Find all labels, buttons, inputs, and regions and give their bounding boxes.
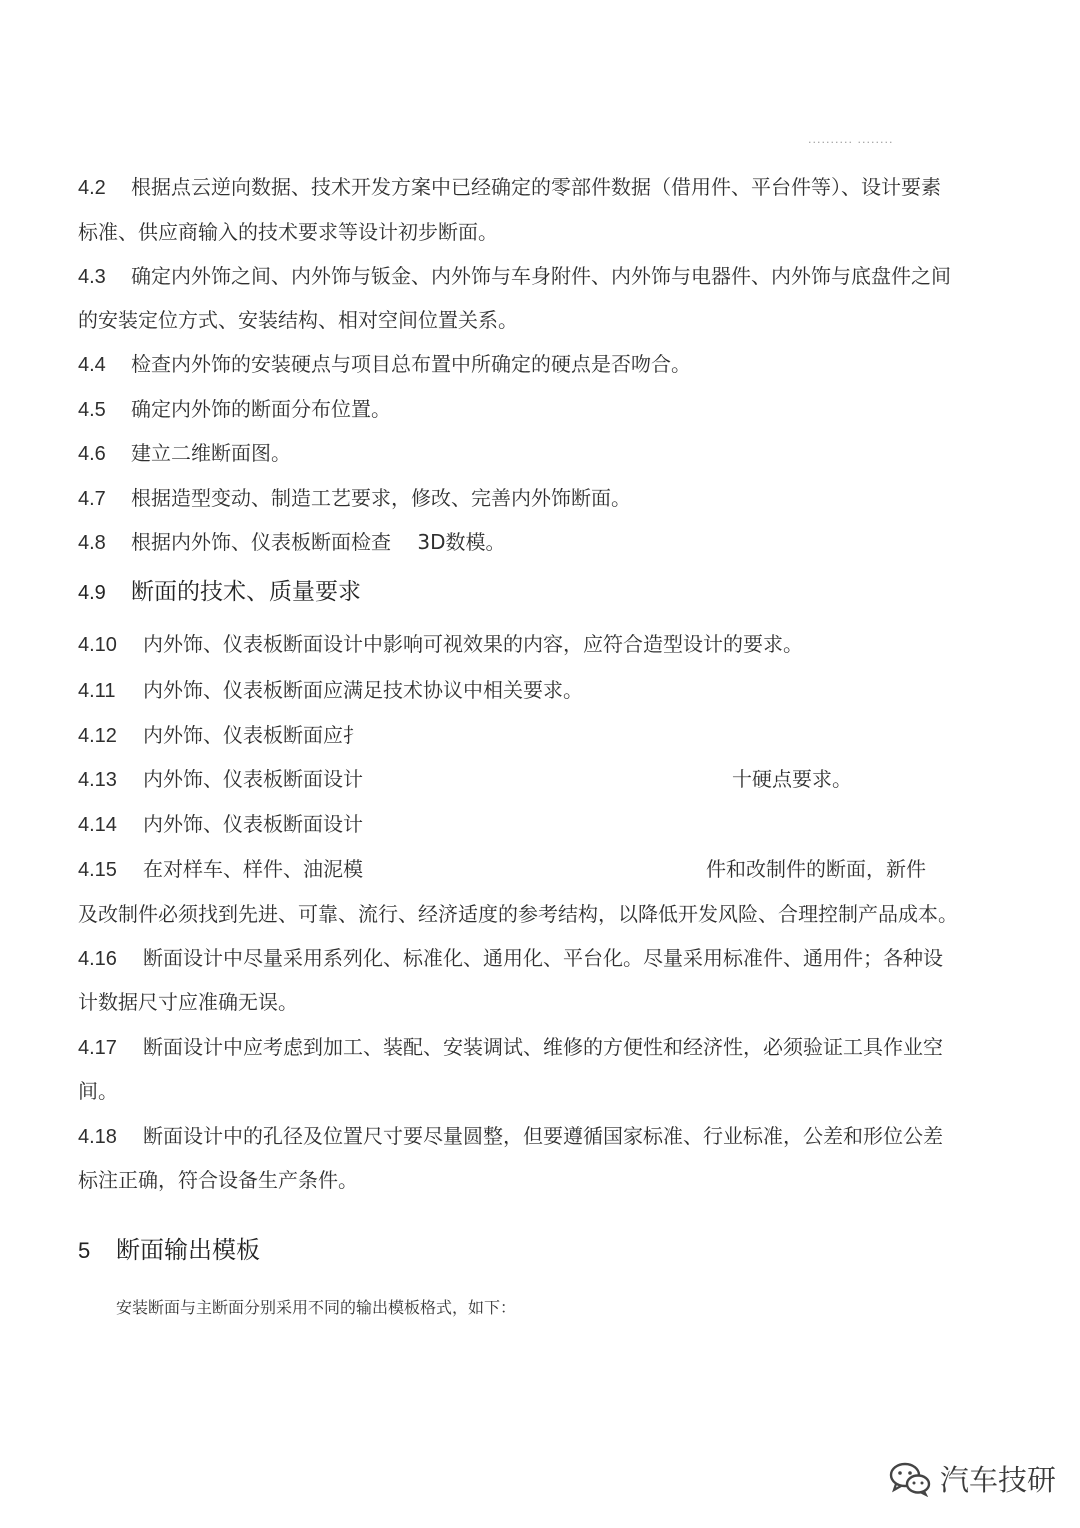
clause-text: 建立二维断面图。 [131,441,291,465]
clause-number: 4.6 [78,443,106,465]
clause-4-6 [78,440,291,467]
clause-4-17-continuation: 间。 [78,1079,118,1103]
clause-4-3 [78,263,951,290]
clause-4-16-continuation: 计数据尺寸应准确无误。 [78,990,298,1014]
clause-text: 确定内外饰的断面分布位置。 [131,397,391,421]
clause-4-15-tail: 件和改制件的断面，新件 [706,857,926,881]
section-title: 断面输出模板 [116,1236,260,1264]
clause-4-2 [78,174,941,201]
clause-4-2-continuation: 标准、供应商输入的技术要求等设计初步断面。 [78,220,498,244]
clause-text: 断面设计中尽量采用系列化、标准化、通用化、平台化。尽量采用标准件、通用件；各种设 [143,946,943,970]
template-intro-text: 安装断面与主断面分别采用不同的输出模板格式，如下： [116,1298,517,1317]
clause-number: 4.8 [78,532,106,554]
clause-number: 4.14 [78,814,117,836]
clause-number: 4.3 [78,266,106,288]
clause-number: 4.18 [78,1126,117,1148]
clause-number: 4.10 [78,634,117,656]
heading-text: 断面的技术、质量要求 [131,579,361,605]
wechat-watermark [888,1458,1056,1499]
clause-4-18-continuation: 标注正确，符合设备生产条件。 [78,1168,358,1192]
clause-number: 4.17 [78,1037,117,1059]
clause-4-3-continuation: 的安装定位方式、安装结构、相对空间位置关系。 [78,308,518,332]
clause-4-15-continuation: 及改制件必须找到先进、可靠、流行、经济适度的参考结构，以降低开发风险、合理控制产品成本。 [78,902,958,926]
clause-text: 确定内外饰之间、内外饰与钣金、内外饰与车身附件、内外饰与电器件、内外饰与底盘件之间 [131,264,951,288]
clause-text: 断面设计中的孔径及位置尺寸要尽量圆整，但要遵循国家标准、行业标准，公差和形位公差 [143,1124,943,1148]
clause-number: 4.5 [78,399,106,421]
clause-number: 4.2 [78,177,106,199]
clause-text: 根据内外饰、仪表板断面检查 3D数模。 [131,530,506,554]
section-5-heading [78,1230,260,1265]
clause-4-5 [78,396,391,423]
clause-number: 4.9 [78,582,106,604]
clause-text: 根据点云逆向数据、技术开发方案中已经确定的零部件数据（借用件、平台件等）、设计要素 [131,175,941,199]
clause-4-15 [78,856,363,883]
clause-number: 4.11 [78,680,116,702]
clause-number: 4.4 [78,354,106,376]
clause-number: 4.7 [78,488,106,510]
wechat-icon [888,1461,932,1497]
clause-text: 内外饰、仪表板断面设计中影响可视效果的内容，应符合造型设计的要求。 [143,632,803,656]
clause-text: 在对样车、样件、油泥模 [143,857,363,881]
clause-4-18 [78,1123,943,1150]
clause-number: 4.13 [78,769,117,791]
clause-4-13-tail: 十硬点要求。 [732,767,852,791]
clause-text: 内外饰、仪表板断面应满足技术协议中相关要求。 [143,678,583,702]
clause-4-8 [78,529,505,556]
clause-number: 4.12 [78,725,117,747]
watermark-text: 汽车技研 [940,1463,1057,1497]
clause-4-12 [78,722,363,749]
header-mark: ·········· ········ [808,136,894,149]
clause-text: 内外饰、仪表板断面设计 [143,812,363,836]
clause-text: 内外饰、仪表板断面设计 [143,767,363,791]
clause-4-13 [78,766,363,793]
clause-text: 断面设计中应考虑到加工、装配、安装调试、维修的方便性和经济性，必须验证工具作业空 [143,1035,943,1059]
clause-4-11 [78,677,583,704]
clause-text: 检查内外饰的安装硬点与项目总布置中所确定的硬点是否吻合。 [131,352,691,376]
clause-4-17 [78,1034,943,1061]
clause-4-7 [78,485,631,512]
section-number: 5 [78,1238,91,1263]
clause-4-14 [78,811,363,838]
clause-4-10 [78,631,803,658]
clause-number: 4.16 [78,948,117,970]
clause-text: 根据造型变动、制造工艺要求，修改、完善内外饰断面。 [131,486,631,510]
clause-4-4 [78,351,691,378]
subsection-heading-4-9 [78,579,361,606]
clause-text: 内外饰、仪表板断面应扌 [143,723,363,747]
clause-number: 4.15 [78,859,117,881]
clause-4-16 [78,945,943,972]
